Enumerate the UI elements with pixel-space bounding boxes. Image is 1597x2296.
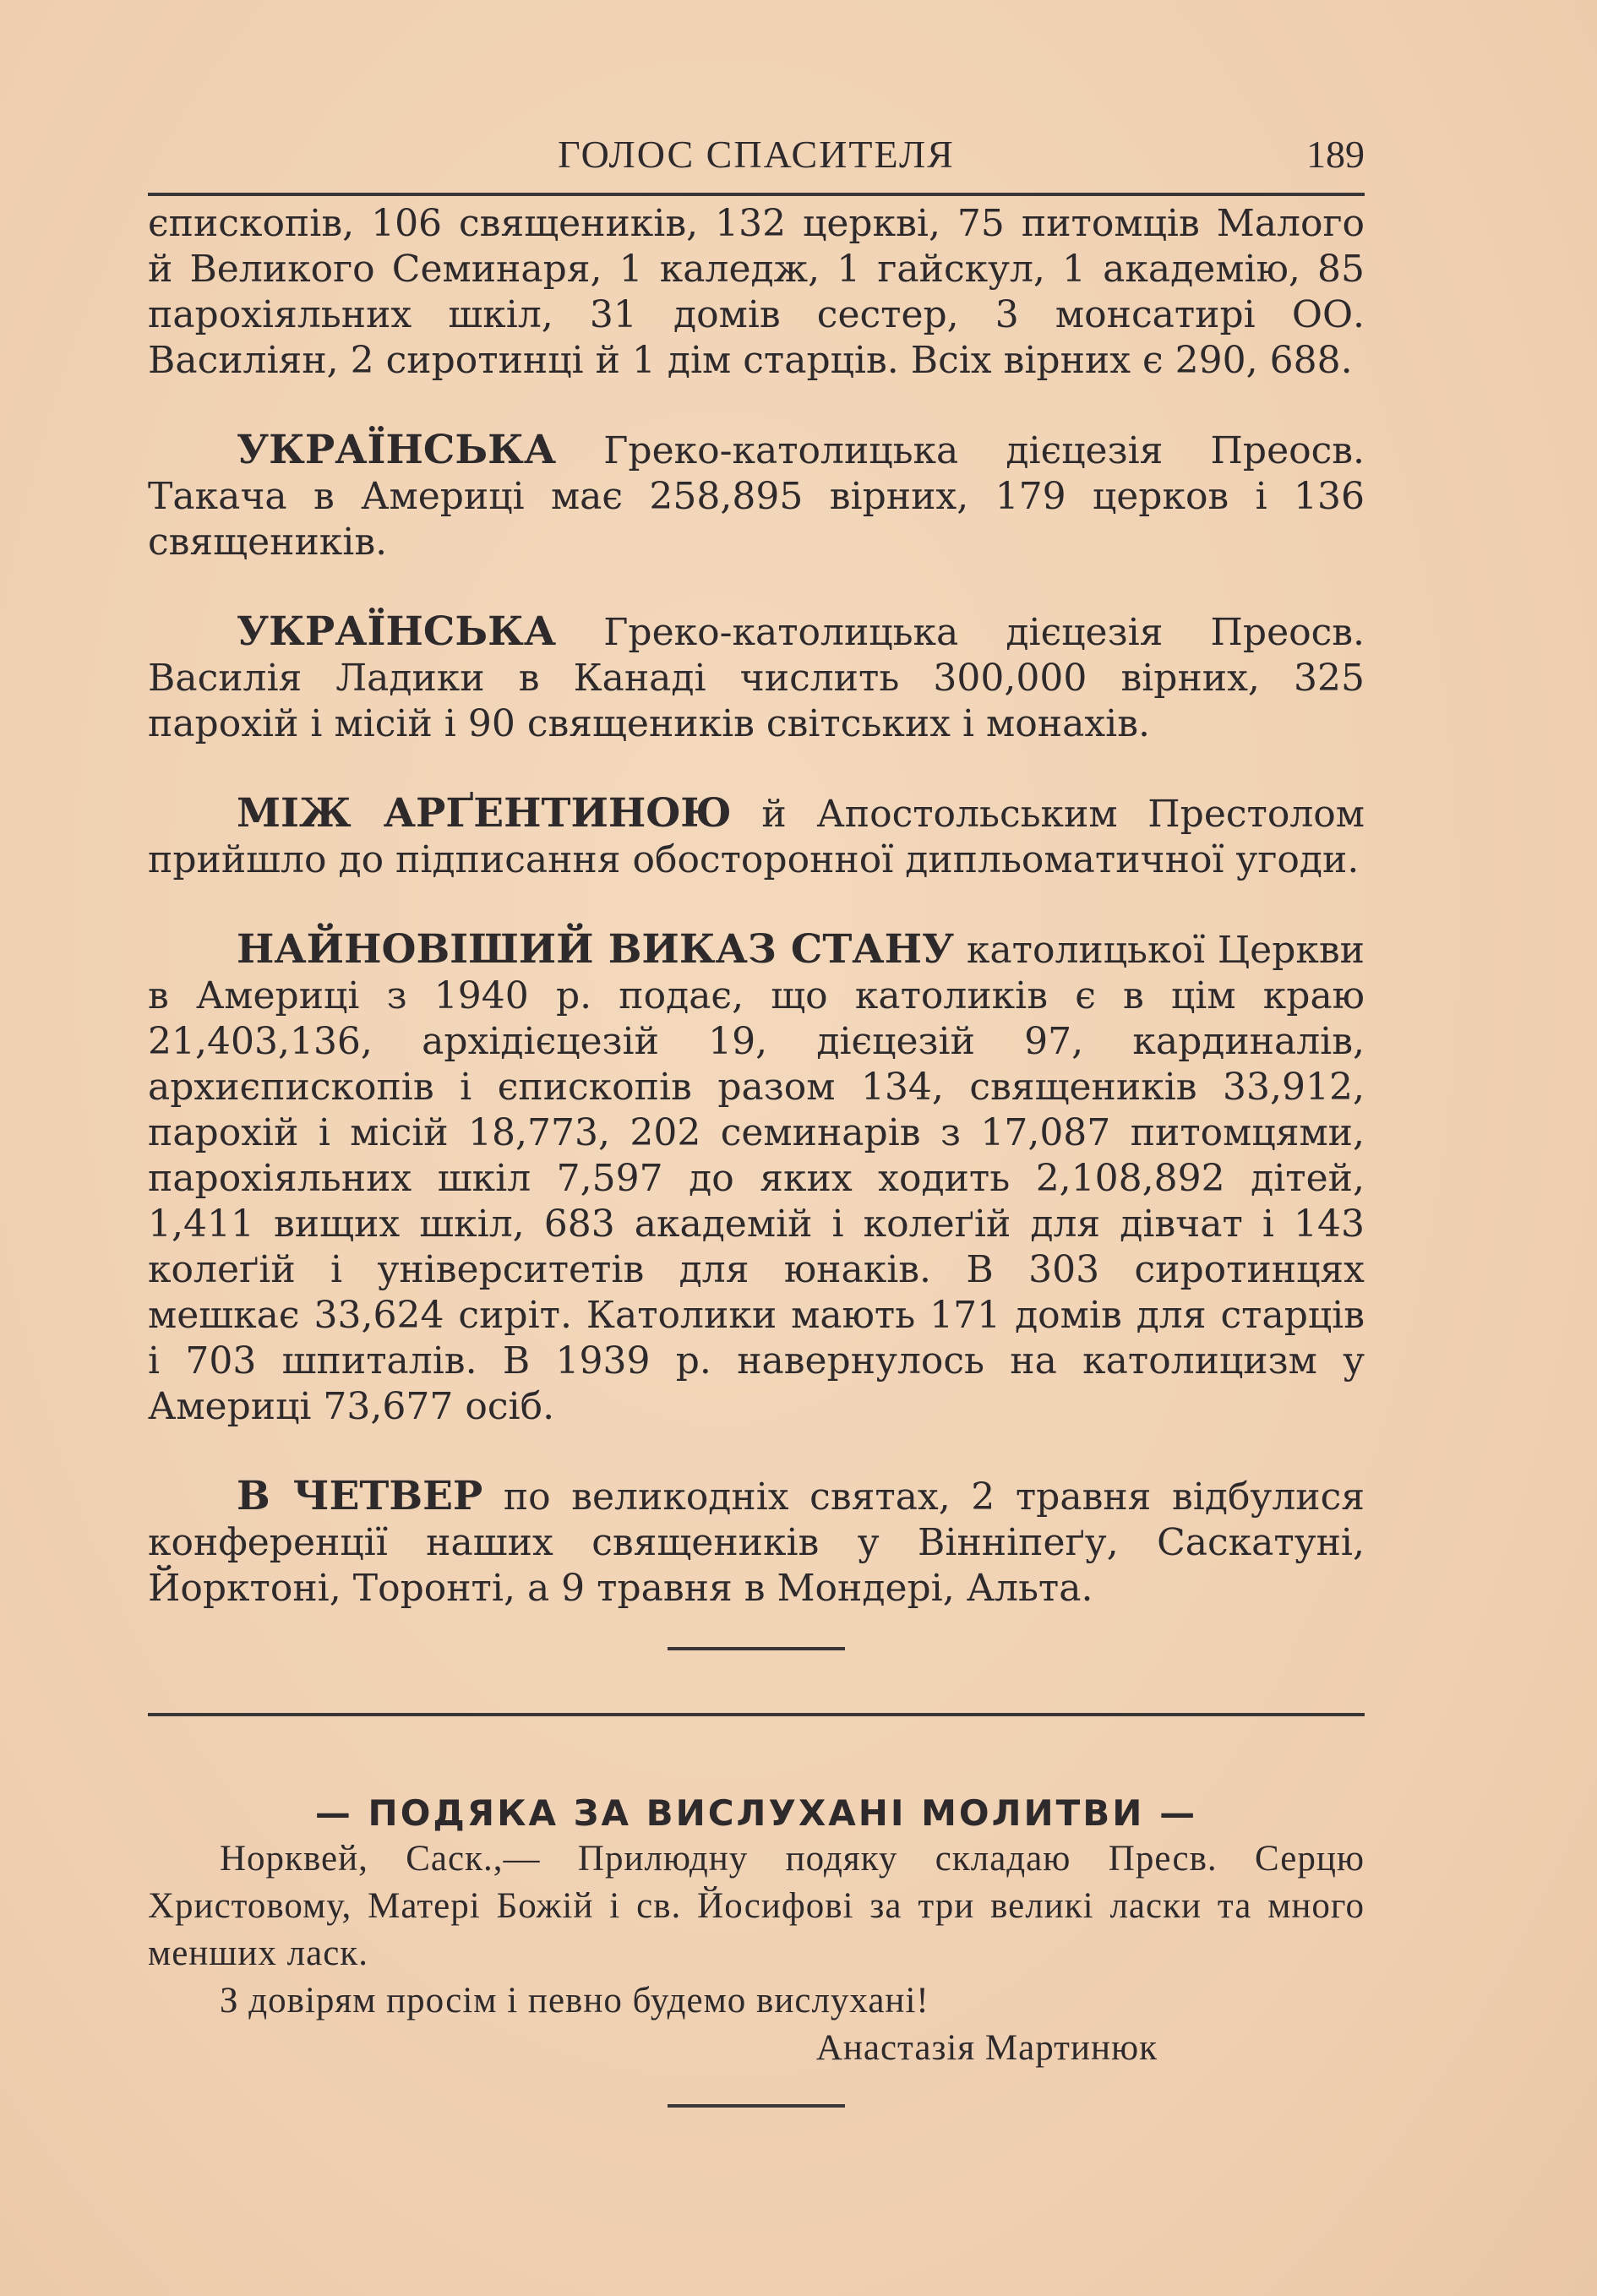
thanks-heading: — ПОДЯКА ЗА ВИСЛУХАНІ МОЛИТВИ — [314,1792,1198,1834]
running-header [148,127,1365,196]
paragraph-text: Греко-католицька дієцезія Преосв. Василія Ладики в Канаді числить 300,000 вірних, 325 парохій і місій і 90 священиків світських і монахів. [148,611,1365,745]
paragraph-ukrainian-diocese-america [148,428,1365,565]
signature: Анастазія Мартинюк [815,2028,1158,2068]
page-number: 189 [1306,133,1365,176]
running-title: ГОЛОС СПАСИТЕЛЯ [558,133,955,176]
horizontal-rule [148,1713,1365,1716]
paragraph-lead: НАЙНОВІШИЙ ВИКАЗ СТАНУ [237,926,955,973]
paragraph-church-statistics [148,927,1365,1430]
end-divider [668,2104,845,2108]
thanks-body: Норквей, Саск.,— Прилюдну подяку складаю Пресв. Серцю Христовому, Матері Божій і св. Йосифові за три великі ласки та много менших ласк. [148,1839,1365,1973]
paragraph-text: й Апостольським Престолом прийшло до підписання обосторонної дипльоматичної угоди. [148,793,1365,881]
paragraph-continued [148,201,1365,384]
paragraph-text: Греко-католицька дієцезія Преосв. Такача в Америці має 258,895 вірних, 179 церков і 136 священиків. [148,429,1365,564]
thanks-closing: З довірям просім і певно будемо вислухані! [220,1981,929,2021]
section-divider [668,1647,845,1650]
paragraph-lead: УКРАЇНСЬКА [237,608,557,655]
paragraph-lead: УКРАЇНСЬКА [237,427,557,473]
paragraph-lead: В ЧЕТВЕР [237,1473,483,1519]
paragraph-text: єпископів, 106 священиків, 132 церкві, 75 питомців Малого й Великого Семинаря, 1 каледж, 1 гайскул, 1 академію, 85 парохіяльних шкіл, 31 домів сестер, 3 монсатирі ОО. Василіян, 2 сиротинці й 1 дім старців. Всіх вірних є 290, 688. [148,202,1365,382]
paragraph-argentina [148,791,1365,883]
page [148,127,1365,2108]
paragraph-text: католицької Церкви в Америці з 1940 р. подає, що католиків є в цім краю 21,403,136, архідієцезій 19, дієцезій 97, кардиналів, архиєпископів і єпископів разом 134, священиків 33,912, парохій і місій 18,773, 202 семинарів з 17,087 питомцями, парохіяльних шкіл 7,597 до яких ходить 2,108,892 дітей, 1,411 вищих шкіл, 683 академій і колеґій для дівчат і 143 колеґій і університетів для юнаків. В 303 сиротинцях мешкає 33,624 сиріт. Католики мають 171 домів для старців і 703 шпиталів. В 1939 р. навернулось на католицизм у Америці 73,677 осіб. [148,929,1365,1428]
paragraph-lead: МІЖ АРҐЕНТИНОЮ [237,790,732,837]
paragraph-text: по великодніх святах, 2 травня відбулися конференції наших священиків у Вінніпеґу, Саскатуні, Йорктоні, Торонті, а 9 травня в Мондері, Альта. [148,1475,1365,1610]
paragraph-ukrainian-diocese-canada [148,609,1365,747]
paragraph-conferences [148,1474,1365,1612]
